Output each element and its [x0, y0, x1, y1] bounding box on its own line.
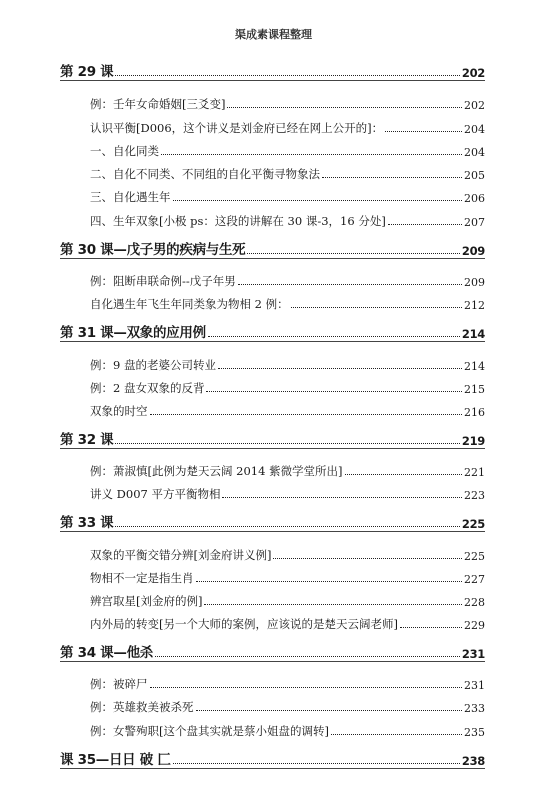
entry-title: 例：被碎尸 — [90, 677, 148, 691]
entry-title: 四、生年双象[小极 ps：这段的讲解在 30 课-3，16 分处] — [90, 214, 386, 228]
entry-title: 第 34 课—他杀 — [60, 645, 153, 661]
page-number: 205 — [464, 169, 485, 182]
page-number: 204 — [464, 123, 485, 136]
dot-leader — [115, 442, 460, 444]
dot-leader — [206, 390, 462, 392]
dot-leader — [400, 626, 462, 628]
dot-leader — [218, 367, 462, 369]
entry-title: 二、自化不同类、不同组的自化平衡寻物象法 — [90, 167, 320, 181]
toc-sub-entry[interactable] — [90, 719, 485, 739]
toc-chapter-entry[interactable] — [60, 639, 485, 661]
page-number: 216 — [464, 406, 485, 419]
toc-sub-entry[interactable] — [90, 399, 485, 419]
entry-title: 第 29 课 — [60, 64, 114, 80]
entry-title: 例：萧淑慎[此例为楚天云阔 2014 紫微学堂所出] — [90, 464, 343, 478]
page-number: 233 — [464, 702, 485, 715]
toc-sub-entry[interactable] — [90, 376, 485, 396]
page-number: 206 — [464, 192, 485, 205]
dot-leader — [196, 709, 463, 711]
dot-leader — [173, 199, 463, 201]
chapter-divider — [60, 661, 485, 662]
entry-title: 三、自化遇生年 — [90, 190, 171, 204]
dot-leader — [208, 335, 460, 337]
toc-sub-entry[interactable] — [90, 566, 485, 586]
dot-leader — [291, 306, 462, 308]
dot-leader — [196, 580, 463, 582]
toc-sub-entry[interactable] — [90, 353, 485, 373]
page-number: 238 — [461, 754, 485, 768]
toc-sub-entry[interactable] — [90, 116, 485, 136]
page-number: 223 — [464, 489, 485, 502]
dot-leader — [345, 473, 462, 475]
toc-sub-entry[interactable] — [90, 459, 485, 479]
toc-sub-entry[interactable] — [90, 543, 485, 563]
chapter-divider — [60, 341, 485, 342]
page-number: 207 — [464, 216, 485, 229]
toc-chapter-entry[interactable] — [60, 319, 485, 341]
entry-title: 例：壬年女命婚姻[三爻变] — [90, 97, 226, 111]
dot-leader — [204, 603, 462, 605]
entry-title: 第 30 课—戊子男的疾病与生死 — [60, 242, 246, 258]
page-number: 209 — [461, 244, 485, 258]
entry-title: 第 32 课 — [60, 432, 114, 448]
dot-leader — [115, 525, 460, 527]
dot-leader — [273, 557, 462, 559]
page-number: 214 — [461, 327, 485, 341]
entry-title: 双象的时空 — [90, 404, 148, 418]
dot-leader — [150, 686, 463, 688]
dot-leader — [247, 252, 460, 254]
dot-leader — [331, 733, 462, 735]
dot-leader — [222, 496, 462, 498]
entry-title: 物相不一定是指生肖 — [90, 571, 194, 585]
dot-leader — [150, 413, 463, 415]
toc-sub-entry[interactable] — [90, 482, 485, 502]
page-number: 225 — [461, 517, 485, 531]
dot-leader — [322, 176, 462, 178]
dot-leader — [388, 223, 462, 225]
entry-title: 例：9 盘的老婆公司转业 — [90, 358, 216, 372]
dot-leader — [238, 283, 462, 285]
toc-chapter-entry[interactable] — [60, 58, 485, 80]
toc-sub-entry[interactable] — [90, 672, 485, 692]
toc-sub-entry[interactable] — [90, 589, 485, 609]
dot-leader — [115, 74, 460, 76]
entry-title: 双象的平衡交错分辨[刘金府讲义例] — [90, 548, 272, 562]
page-number: 202 — [464, 99, 485, 112]
page-number: 229 — [464, 619, 485, 632]
page-number: 215 — [464, 383, 485, 396]
entry-title: 讲义 D007 平方平衡物相 — [90, 487, 221, 501]
entry-title: 自化遇生年飞生年同类象为物相 2 例： — [90, 297, 289, 311]
toc-sub-entry[interactable] — [90, 269, 485, 289]
chapter-divider — [60, 80, 485, 81]
entry-title: 内外局的转变[另一个大师的案例，应该说的是楚天云阔老师] — [90, 617, 398, 631]
toc-sub-entry[interactable] — [90, 612, 485, 632]
page-header: 渠成素课程整理 — [235, 28, 312, 41]
toc-chapter-entry[interactable] — [60, 509, 485, 531]
page-number: 202 — [461, 66, 485, 80]
entry-title: 例：女警殉职[这个盘其实就是蔡小姐盘的调转] — [90, 724, 329, 738]
entry-title: 辨宫取星[刘金府的例] — [90, 594, 203, 608]
toc-chapter-entry[interactable] — [60, 746, 485, 768]
toc-sub-entry[interactable] — [90, 92, 485, 112]
entry-title: 认识平衡[D006，这个讲义是刘金府已经在网上公开的]： — [90, 121, 384, 135]
page-number: 228 — [464, 596, 485, 609]
chapter-divider — [60, 448, 485, 449]
entry-title: 例：2 盘女双象的反背 — [90, 381, 205, 395]
page-number: 204 — [464, 146, 485, 159]
entry-title: 一、自化同类 — [90, 144, 159, 158]
page-number: 221 — [464, 466, 485, 479]
toc-sub-entry[interactable] — [90, 162, 485, 182]
dot-leader — [173, 762, 460, 764]
toc-sub-entry[interactable] — [90, 209, 485, 229]
toc-sub-entry[interactable] — [90, 695, 485, 715]
chapter-divider — [60, 768, 485, 769]
chapter-divider — [60, 258, 485, 259]
entry-title: 课 35—日日 破 匚 — [60, 752, 171, 768]
page-number: 231 — [461, 647, 485, 661]
dot-leader — [155, 655, 460, 657]
page-number: 219 — [461, 434, 485, 448]
dot-leader — [227, 106, 462, 108]
entry-title: 例：阻断串联命例--戊子年男 — [90, 274, 236, 288]
page-number: 212 — [464, 299, 485, 312]
toc-chapter-entry[interactable] — [60, 426, 485, 448]
dot-leader — [385, 130, 462, 132]
toc-sub-entry[interactable] — [90, 139, 485, 159]
entry-title: 第 33 课 — [60, 515, 114, 531]
toc-chapter-entry[interactable] — [60, 236, 485, 258]
entry-title: 例：英雄救美被杀死 — [90, 700, 194, 714]
page-number: 227 — [464, 573, 485, 586]
page-number: 214 — [464, 360, 485, 373]
chapter-divider — [60, 531, 485, 532]
page-number: 231 — [464, 679, 485, 692]
entry-title: 第 31 课—双象的应用例 — [60, 325, 206, 341]
page-number: 209 — [464, 276, 485, 289]
dot-leader — [161, 153, 462, 155]
toc-sub-entry[interactable] — [90, 292, 485, 312]
toc-sub-entry[interactable] — [90, 185, 485, 205]
page-number: 235 — [464, 726, 485, 739]
page-number: 225 — [464, 550, 485, 563]
